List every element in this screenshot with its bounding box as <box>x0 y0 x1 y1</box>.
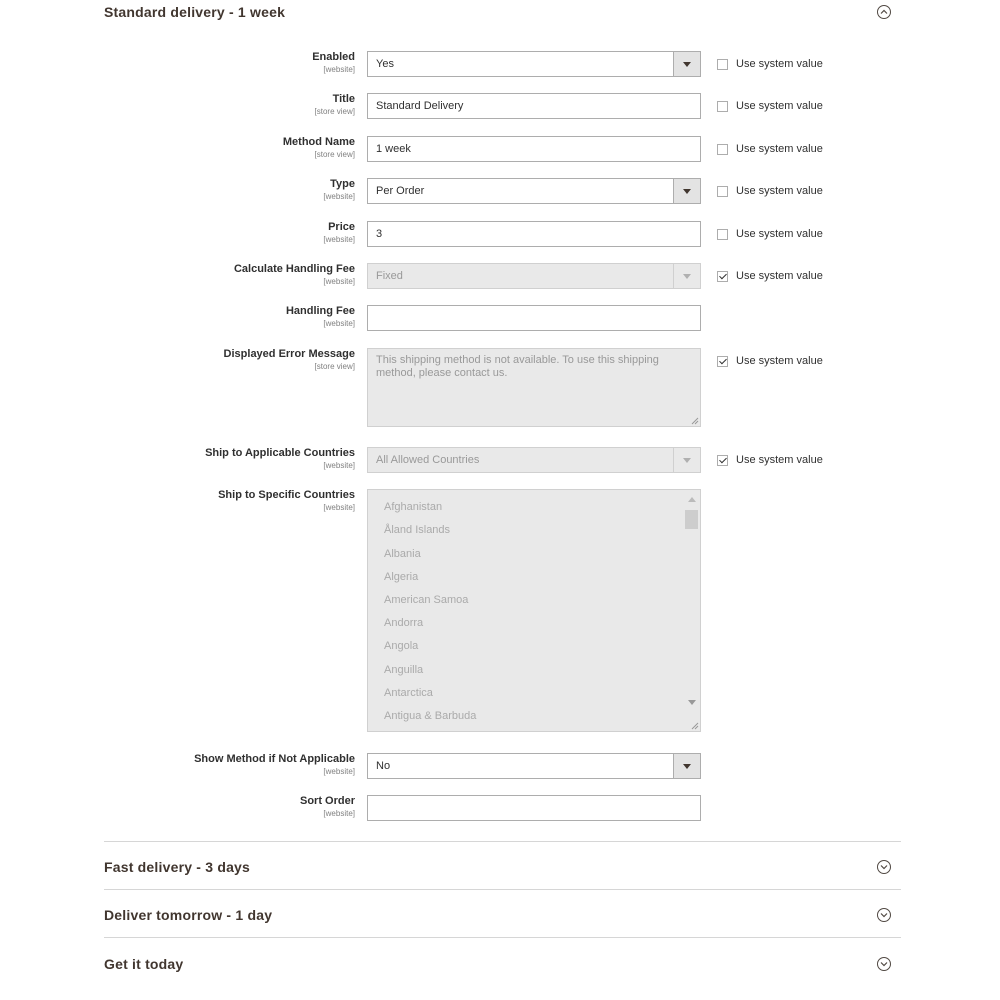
type-select[interactable] <box>367 178 701 204</box>
label-sort-order: Sort Order <box>299 795 355 807</box>
field-label <box>95 348 355 372</box>
list-item[interactable]: Åland Islands <box>384 524 451 536</box>
chevron-down-icon[interactable] <box>673 754 700 778</box>
checkbox-label: Use system value <box>736 270 823 282</box>
list-item[interactable]: Algeria <box>384 571 419 583</box>
chevron-up-icon[interactable] <box>877 5 891 19</box>
section-title: Fast delivery - 3 days <box>104 859 251 875</box>
divider <box>104 841 901 842</box>
divider <box>104 889 901 890</box>
select-value: Per Order <box>376 185 425 197</box>
scope-label: [website] <box>323 277 355 286</box>
list-item[interactable]: Afghanistan <box>384 501 443 513</box>
method-name-input[interactable] <box>367 136 701 162</box>
section-deliver-tomorrow-header[interactable] <box>104 891 901 939</box>
field-label <box>95 178 355 202</box>
field-label <box>95 305 355 329</box>
checkbox-checked[interactable] <box>717 271 728 282</box>
use-system-value-applicable-countries[interactable] <box>717 454 823 466</box>
field-label <box>95 753 355 777</box>
label-specific-countries: Ship to Specific Countries <box>218 489 355 501</box>
chevron-down-icon[interactable] <box>673 52 700 76</box>
scope-label: [store view] <box>314 362 355 371</box>
field-label <box>95 51 355 75</box>
field-label <box>95 93 355 117</box>
checkbox-label: Use system value <box>736 58 823 70</box>
chevron-down-icon[interactable] <box>877 908 891 922</box>
section-standard-delivery-header[interactable] <box>104 0 901 36</box>
chevron-down-icon[interactable] <box>877 957 891 971</box>
sort-order-input[interactable] <box>367 795 701 821</box>
list-item[interactable]: Antarctica <box>384 687 433 699</box>
textarea-value: This shipping method is not available. To use this shipping method, please contact us. <box>376 354 659 379</box>
label-handling-fee: Handling Fee <box>285 305 355 317</box>
chevron-down-icon[interactable] <box>877 860 891 874</box>
title-input[interactable] <box>367 93 701 119</box>
label-applicable-countries: Ship to Applicable Countries <box>205 447 355 459</box>
applicable-countries-select[interactable] <box>367 447 701 473</box>
calc-handling-fee-select[interactable] <box>367 263 701 289</box>
field-label <box>95 263 355 287</box>
input-value: 1 week <box>376 143 411 155</box>
select-value: Fixed <box>376 270 403 282</box>
show-method-select[interactable] <box>367 753 701 779</box>
section-title: Get it today <box>104 956 184 972</box>
scope-label: [store view] <box>314 150 355 159</box>
select-value: No <box>376 760 391 772</box>
input-value: Standard Delivery <box>376 100 464 112</box>
scope-label: [website] <box>323 461 355 470</box>
use-system-value-price[interactable] <box>717 228 823 240</box>
section-fast-delivery-header[interactable] <box>104 843 901 891</box>
list-item[interactable]: Albania <box>384 548 421 560</box>
select-value: All Allowed Countries <box>376 454 480 466</box>
checkbox[interactable] <box>717 59 728 70</box>
label-method-name: Method Name <box>282 136 355 148</box>
use-system-value-error-message[interactable] <box>717 355 823 367</box>
label-error-message: Displayed Error Message <box>223 348 355 360</box>
scope-label: [website] <box>323 319 355 328</box>
label-price: Price <box>328 221 355 233</box>
label-title: Title <box>332 93 355 105</box>
scroll-up-arrow-icon[interactable] <box>688 497 696 502</box>
use-system-value-method-name[interactable] <box>717 143 823 155</box>
checkbox-label: Use system value <box>736 355 823 367</box>
price-input[interactable] <box>367 221 701 247</box>
checkbox[interactable] <box>717 144 728 155</box>
section-get-it-today-header[interactable] <box>104 940 901 988</box>
resize-handle-icon[interactable] <box>691 417 699 425</box>
checkbox-label: Use system value <box>736 454 823 466</box>
list-item[interactable]: Andorra <box>384 617 424 629</box>
field-label <box>95 795 355 819</box>
checkbox-label: Use system value <box>736 228 823 240</box>
handling-fee-input[interactable] <box>367 305 701 331</box>
use-system-value-calc-handling-fee[interactable] <box>717 270 823 282</box>
scope-label: [website] <box>323 65 355 74</box>
checkbox-label: Use system value <box>736 143 823 155</box>
label-type: Type <box>330 178 355 190</box>
checkbox[interactable] <box>717 186 728 197</box>
field-label <box>95 447 355 471</box>
checkbox-checked[interactable] <box>717 356 728 367</box>
scope-label: [website] <box>323 235 355 244</box>
checkbox[interactable] <box>717 229 728 240</box>
scrollbar-thumb[interactable] <box>685 510 698 529</box>
chevron-down-icon[interactable] <box>673 448 700 472</box>
checkbox-label: Use system value <box>736 100 823 112</box>
list-item[interactable]: American Samoa <box>384 594 469 606</box>
checkbox-label: Use system value <box>736 185 823 197</box>
chevron-down-icon[interactable] <box>673 179 700 203</box>
checkbox-checked[interactable] <box>717 455 728 466</box>
scrollbar[interactable] <box>683 490 700 719</box>
scroll-down-arrow-icon[interactable] <box>688 700 696 705</box>
specific-countries-multiselect[interactable] <box>367 489 701 732</box>
section-title: Standard delivery - 1 week <box>104 4 286 20</box>
scope-label: [website] <box>323 767 355 776</box>
section-title: Deliver tomorrow - 1 day <box>104 907 273 923</box>
chevron-down-icon[interactable] <box>673 264 700 288</box>
label-calc-handling-fee: Calculate Handling Fee <box>233 263 355 275</box>
enabled-select[interactable] <box>367 51 701 77</box>
use-system-value-enabled[interactable] <box>717 58 823 70</box>
label-show-method: Show Method if Not Applicable <box>194 753 355 765</box>
field-label <box>95 221 355 245</box>
field-label <box>95 489 355 513</box>
field-label <box>95 136 355 160</box>
use-system-value-title[interactable] <box>717 100 823 112</box>
select-value: Yes <box>376 58 394 70</box>
error-message-textarea[interactable] <box>367 348 701 427</box>
divider <box>104 937 901 938</box>
input-value: 3 <box>376 228 383 240</box>
scope-label: [website] <box>323 809 355 818</box>
resize-handle-icon[interactable] <box>691 722 699 730</box>
list-item[interactable]: Angola <box>384 640 419 652</box>
scope-label: [website] <box>323 192 355 201</box>
scope-label: [store view] <box>314 107 355 116</box>
list-item[interactable]: Anguilla <box>384 664 424 676</box>
checkbox[interactable] <box>717 101 728 112</box>
list-item[interactable]: Antigua & Barbuda <box>384 710 477 722</box>
scope-label: [website] <box>323 503 355 512</box>
use-system-value-type[interactable] <box>717 185 823 197</box>
label-enabled: Enabled <box>312 51 355 63</box>
